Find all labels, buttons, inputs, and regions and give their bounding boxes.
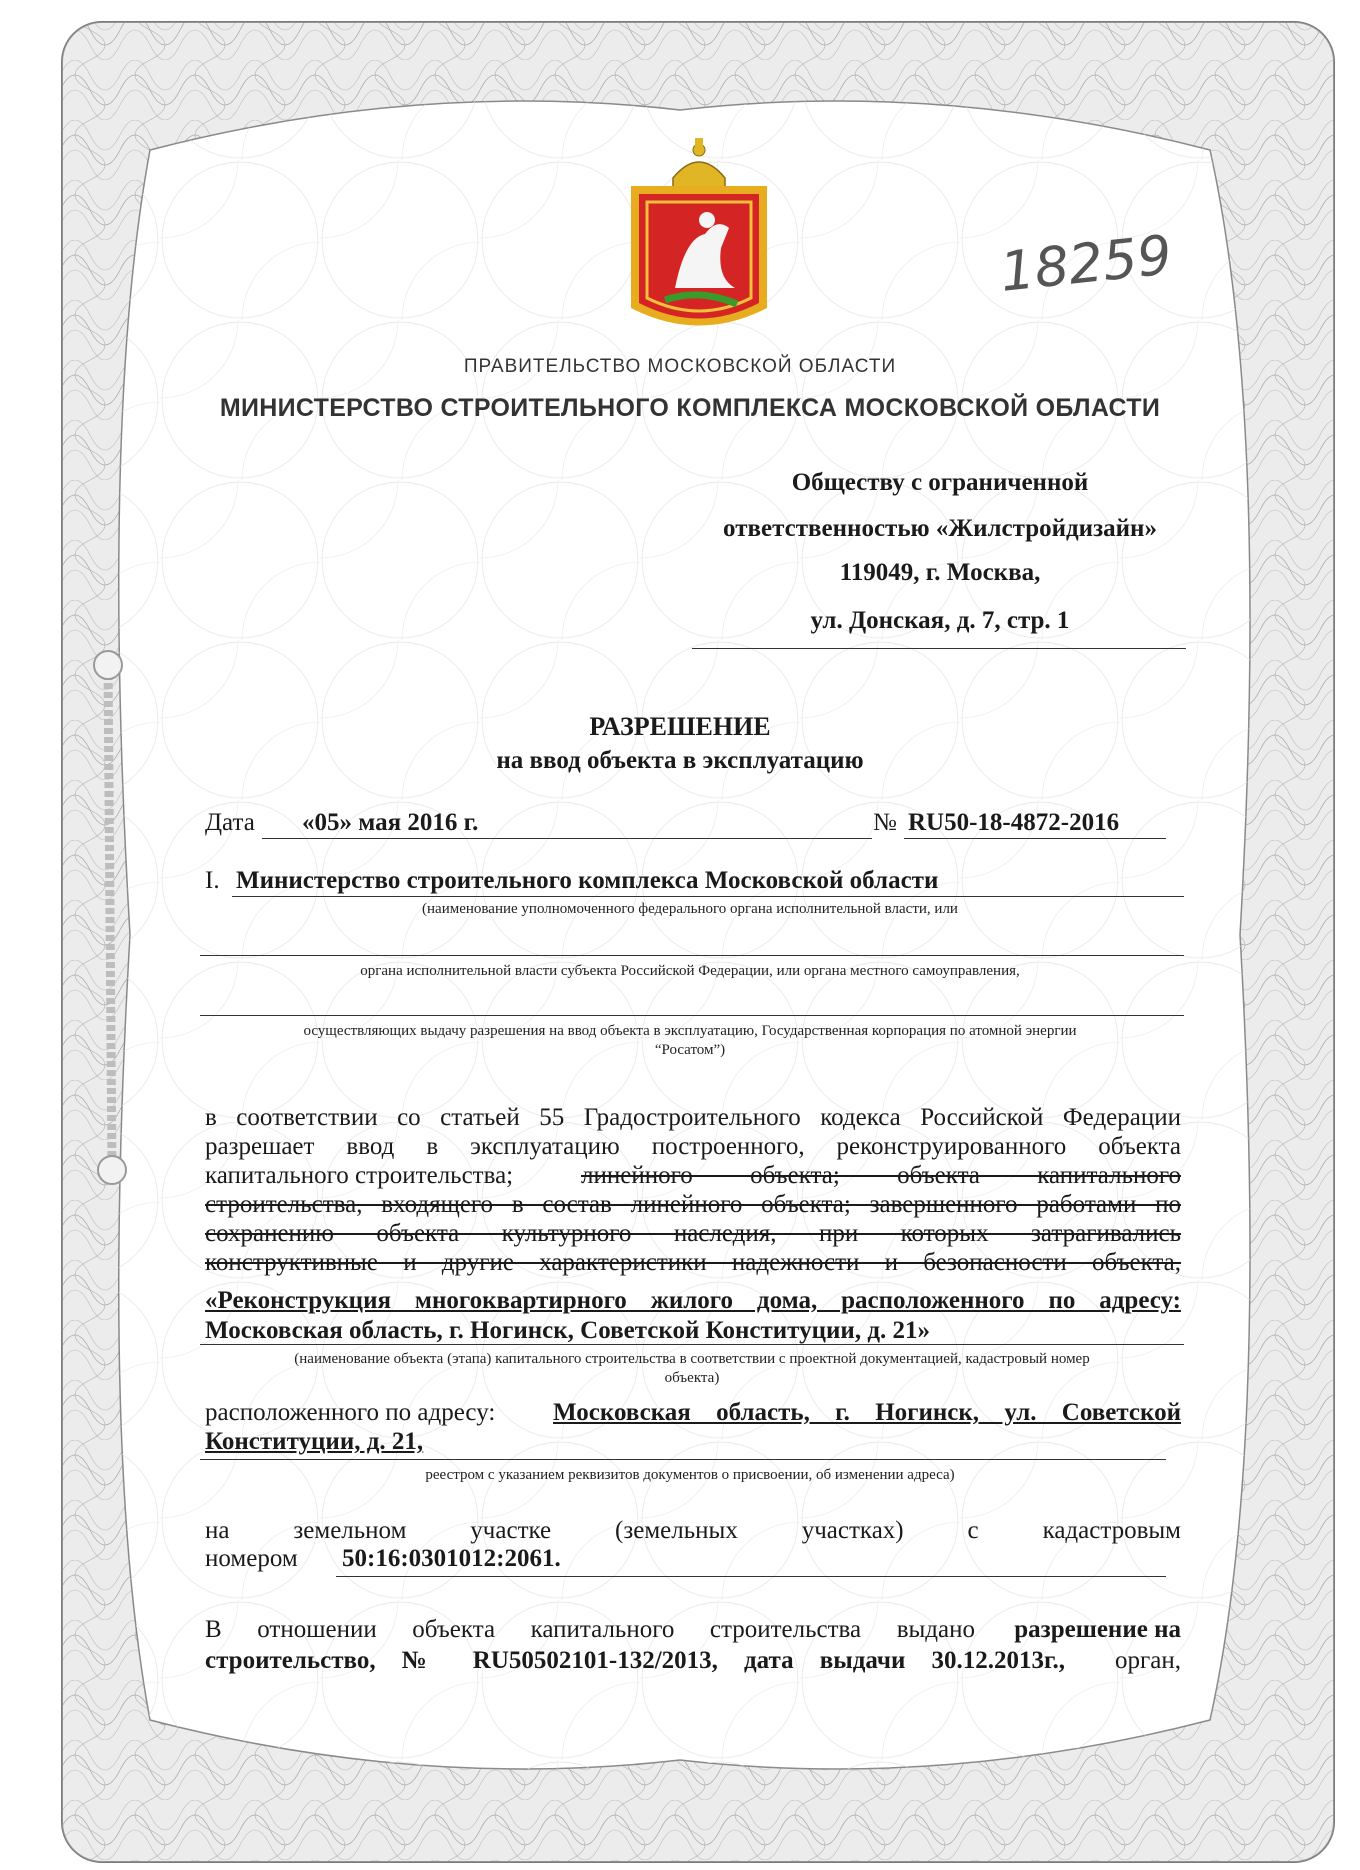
coat-of-arms-icon (625, 138, 773, 336)
number-label: № (873, 809, 897, 836)
body-line-1: в соответствии со статьей 55 Градостроительного кодекса Российской Федерации (205, 1104, 1181, 1131)
cadastral-number: 50:16:0301012:2061. (342, 1545, 561, 1572)
body-line-4: строительства, входящего в состав линейного объекта; завершенного работами по (205, 1191, 1181, 1218)
document-subtitle: на ввод объекта в эксплуатацию (496, 747, 864, 774)
section-roman: I. (205, 867, 220, 894)
date-label: Дата (205, 809, 255, 836)
object-name-line-1: «Реконструкция многоквартирного жилого дома, расположенного по адресу: (205, 1287, 1181, 1314)
land-line-1: на земельном участке (земельных участках) с кадастровым (205, 1517, 1181, 1544)
number-underline (904, 838, 1166, 839)
document-title: РАЗРЕШЕНИЕ (589, 712, 771, 741)
permit-line-1 (205, 1613, 1181, 1647)
body-line-6: конструктивные и другие характеристики надежности и безопасности объекта, (205, 1249, 1181, 1276)
date-value: «05» мая 2016 г. (302, 809, 479, 836)
permit-line-1b: разрешение на (1014, 1616, 1181, 1643)
permit-line-2 (205, 1644, 1181, 1678)
caption-authority-3b: “Росатом”) (654, 1042, 726, 1058)
body-line-2: разрешает ввод в эксплуатацию построенного, реконструированного объекта (205, 1133, 1181, 1160)
blank-line-2 (200, 1015, 1184, 1016)
object-name-line-2: Московская область, г. Ногинск, Советской Конституции, д. 21» (205, 1317, 930, 1344)
land-label: номером (205, 1545, 298, 1572)
date-underline (262, 838, 872, 839)
caption-authority-1: (наименование уполномоченного федерального органа исполнительной власти, или (422, 901, 958, 917)
ministry-header: МИНИСТЕРСТВО СТРОИТЕЛЬНОГО КОМПЛЕКСА МОСКОВСКОЙ ОБЛАСТИ (219, 394, 1161, 422)
caption-authority-2: органа исполнительной власти субъекта Российской Федерации, или органа местного самоуправления, (360, 963, 1020, 979)
body-line-5: сохранению объекта культурного наследия, при которых затрагивались (205, 1220, 1181, 1247)
caption-object-a: (наименование объекта (этапа) капитального строительства в соответствии с проектной документацией, кадастровый номер (294, 1351, 1090, 1367)
body-line-3b: линейного объекта; объекта капитального (581, 1162, 1181, 1189)
caption-object-b: объекта) (664, 1370, 720, 1386)
recipient-line4: ул. Донская, д. 7, стр. 1 (810, 607, 1070, 634)
authority-underline (232, 896, 1184, 897)
object-underline (200, 1344, 1184, 1345)
government-header: ПРАВИТЕЛЬСТВО МОСКОВСКОЙ ОБЛАСТИ (463, 356, 897, 377)
cadastral-underline (336, 1576, 1166, 1577)
handwritten-number: 18259 (997, 223, 1175, 304)
address-value-line-1: Московская область, г. Ногинск, ул. Советской (553, 1399, 1181, 1426)
blank-line-1 (200, 955, 1184, 956)
permit-line-1a: В отношении объекта капитального строительства выдано (205, 1616, 975, 1643)
caption-address: реестром с указанием реквизитов документов о присвоении, об изменении адреса) (425, 1467, 955, 1483)
address-value-line-2: Конституции, д. 21, (205, 1428, 424, 1455)
recipient-underline (692, 648, 1186, 649)
authority-name: Министерство строительного комплекса Московской области (236, 867, 939, 894)
caption-authority-3a: осуществляющих выдачу разрешения на ввод объекта в эксплуатацию, Государственная корпорация по атомной энергии (303, 1023, 1077, 1039)
address-underline (200, 1459, 1166, 1460)
address-label: расположенного по адресу: (205, 1399, 496, 1426)
body-line-3a: капитального строительства; (205, 1162, 514, 1189)
recipient-line2: ответственностью «Жилстройдизайн» (723, 515, 1157, 542)
permit-number: RU50-18-4872-2016 (908, 809, 1120, 836)
recipient-line3: 119049, г. Москва, (839, 559, 1041, 586)
permit-line-2a: строительство, № RU50502101-132/2013, дата выдачи 30.12.2013г., (205, 1647, 1065, 1674)
recipient-line1: Обществу с ограниченной (791, 469, 1089, 496)
permit-line-2b: орган, (1115, 1647, 1181, 1674)
